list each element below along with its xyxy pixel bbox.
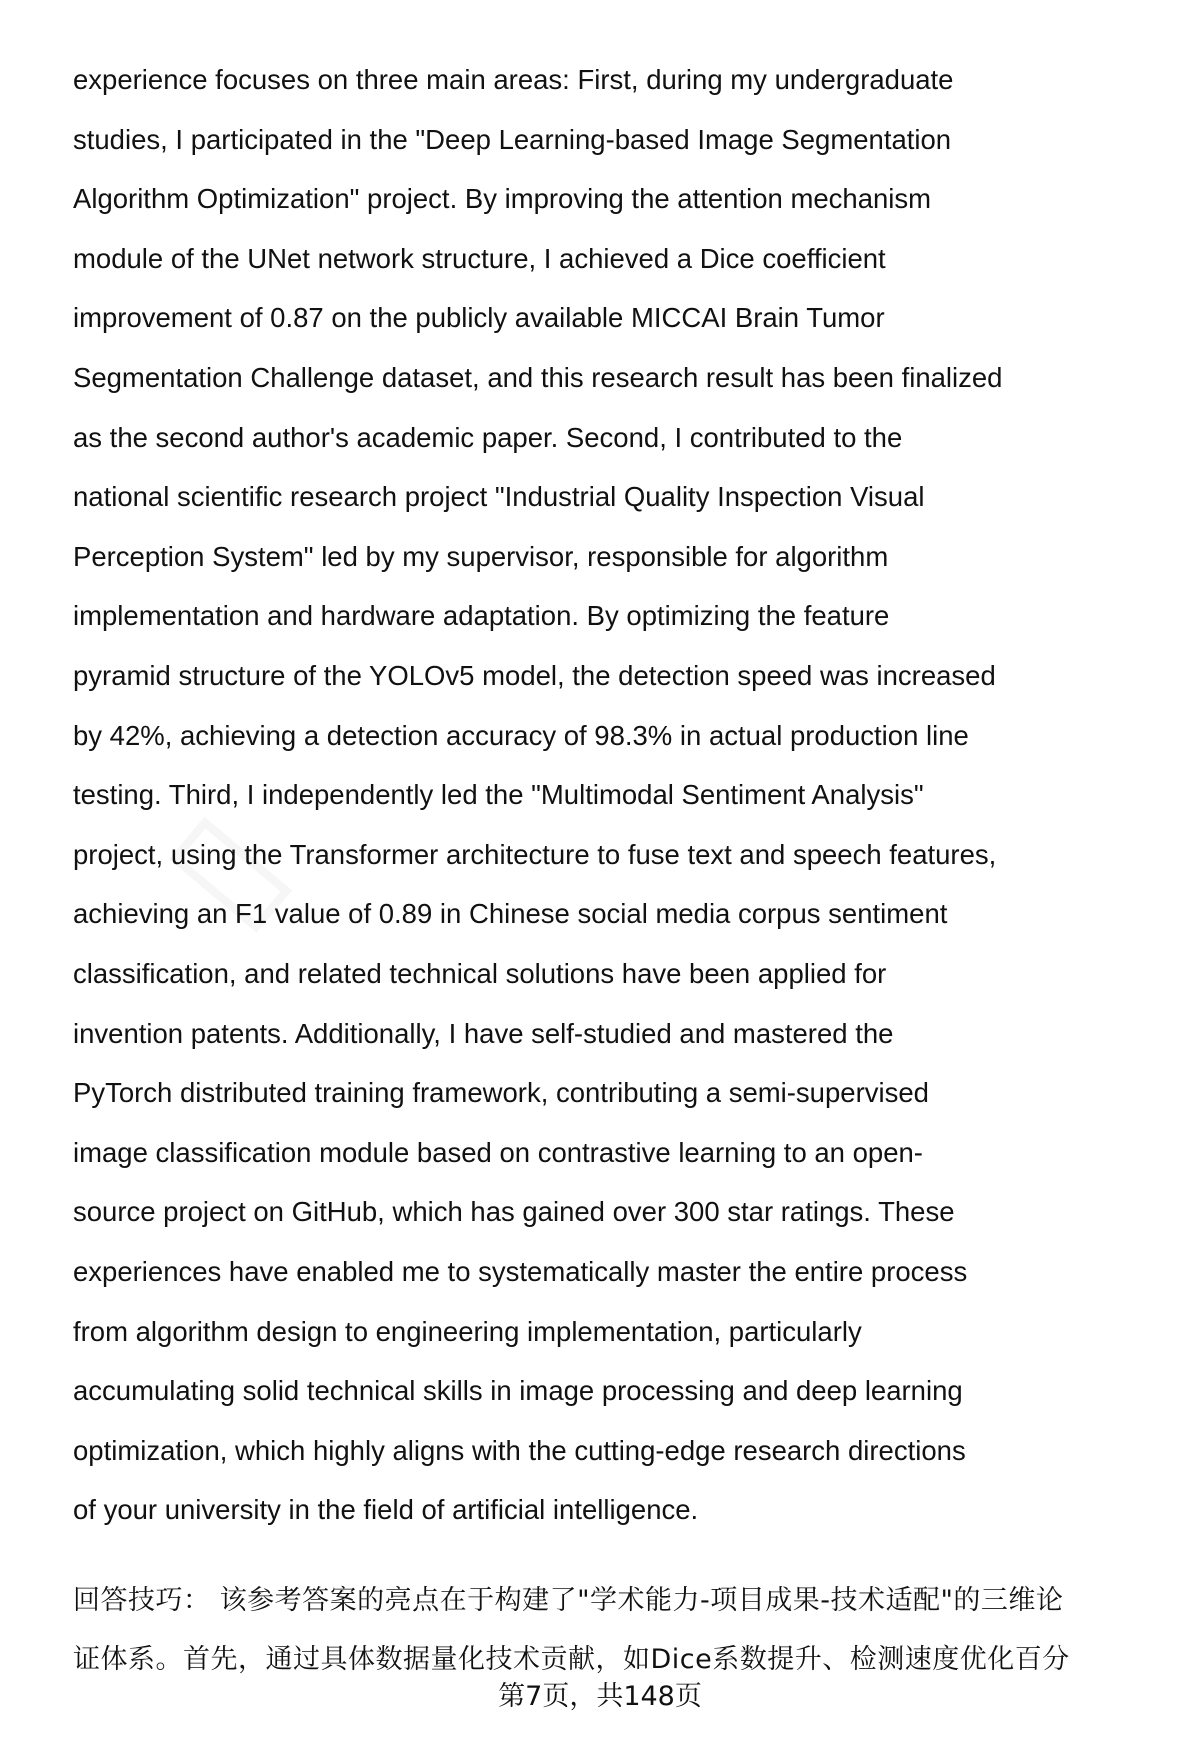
body-line: Algorithm Optimization" project. By improving the attention mechanism — [73, 183, 932, 215]
body-line: module of the UNet network structure, I achieved a Dice coefficient — [73, 242, 886, 274]
tip-line: 回答技巧： 该参考答案的亮点在于构建了"学术能力-项目成果-技术适配"的三维论 — [73, 1585, 1064, 1616]
body-line: Segmentation Challenge dataset, and this research result has been finalized — [73, 362, 1003, 393]
body-line: classification, and related technical solutions have been applied for — [73, 958, 887, 989]
body-line: experience focuses on three main areas: First, during my undergraduate — [73, 64, 954, 95]
body-line: invention patents. Additionally, I have self-studied and mastered the — [73, 1017, 894, 1049]
body-line: optimization, which highly aligns with the cutting-edge research directions — [73, 1434, 966, 1466]
body-line: testing. Third, I independently led the "Multimodal Sentiment Analysis" — [73, 779, 924, 811]
body-line: source project on GitHub, which has gained over 300 star ratings. These — [73, 1196, 955, 1228]
body-line: achieving an F1 value of 0.89 in Chinese social media corpus sentiment — [73, 898, 948, 930]
body-line: accumulating solid technical skills in image processing and deep learning — [73, 1375, 963, 1407]
body-line: studies, I participated in the "Deep Learning-based Image Segmentation — [73, 123, 952, 155]
body-line: project, using the Transformer architecture to fuse text and speech features, — [73, 838, 997, 870]
body-line: national scientific research project "Industrial Quality Inspection Visual — [73, 481, 925, 513]
body-line: Perception System" led by my supervisor, responsible for algorithm — [73, 540, 889, 572]
body-line: image classification module based on contrastive learning to an open- — [73, 1136, 923, 1168]
body-line: experiences have enabled me to systematically master the entire process — [73, 1256, 968, 1287]
page-footer: 第7页，共148页 — [498, 1681, 702, 1712]
body-line: from algorithm design to engineering implementation, particularly — [73, 1315, 862, 1347]
body-line: PyTorch distributed training framework, contributing a semi-supervised — [73, 1077, 929, 1109]
body-line: pyramid structure of the YOLOv5 model, the detection speed was increased — [73, 660, 996, 691]
body-line: of your university in the field of artificial intelligence. — [73, 1494, 699, 1526]
body-line: as the second author's academic paper. Second, I contributed to the — [73, 421, 903, 453]
body-line: implementation and hardware adaptation. By optimizing the feature — [73, 600, 890, 632]
body-line: by 42%, achieving a detection accuracy of 98.3% in actual production line — [73, 719, 969, 751]
body-line: improvement of 0.87 on the publicly available MICCAI Brain Tumor — [73, 302, 885, 334]
tip-line: 证体系。首先，通过具体数据量化技术贡献，如Dice系数提升、检测速度优化百分 — [73, 1644, 1070, 1675]
